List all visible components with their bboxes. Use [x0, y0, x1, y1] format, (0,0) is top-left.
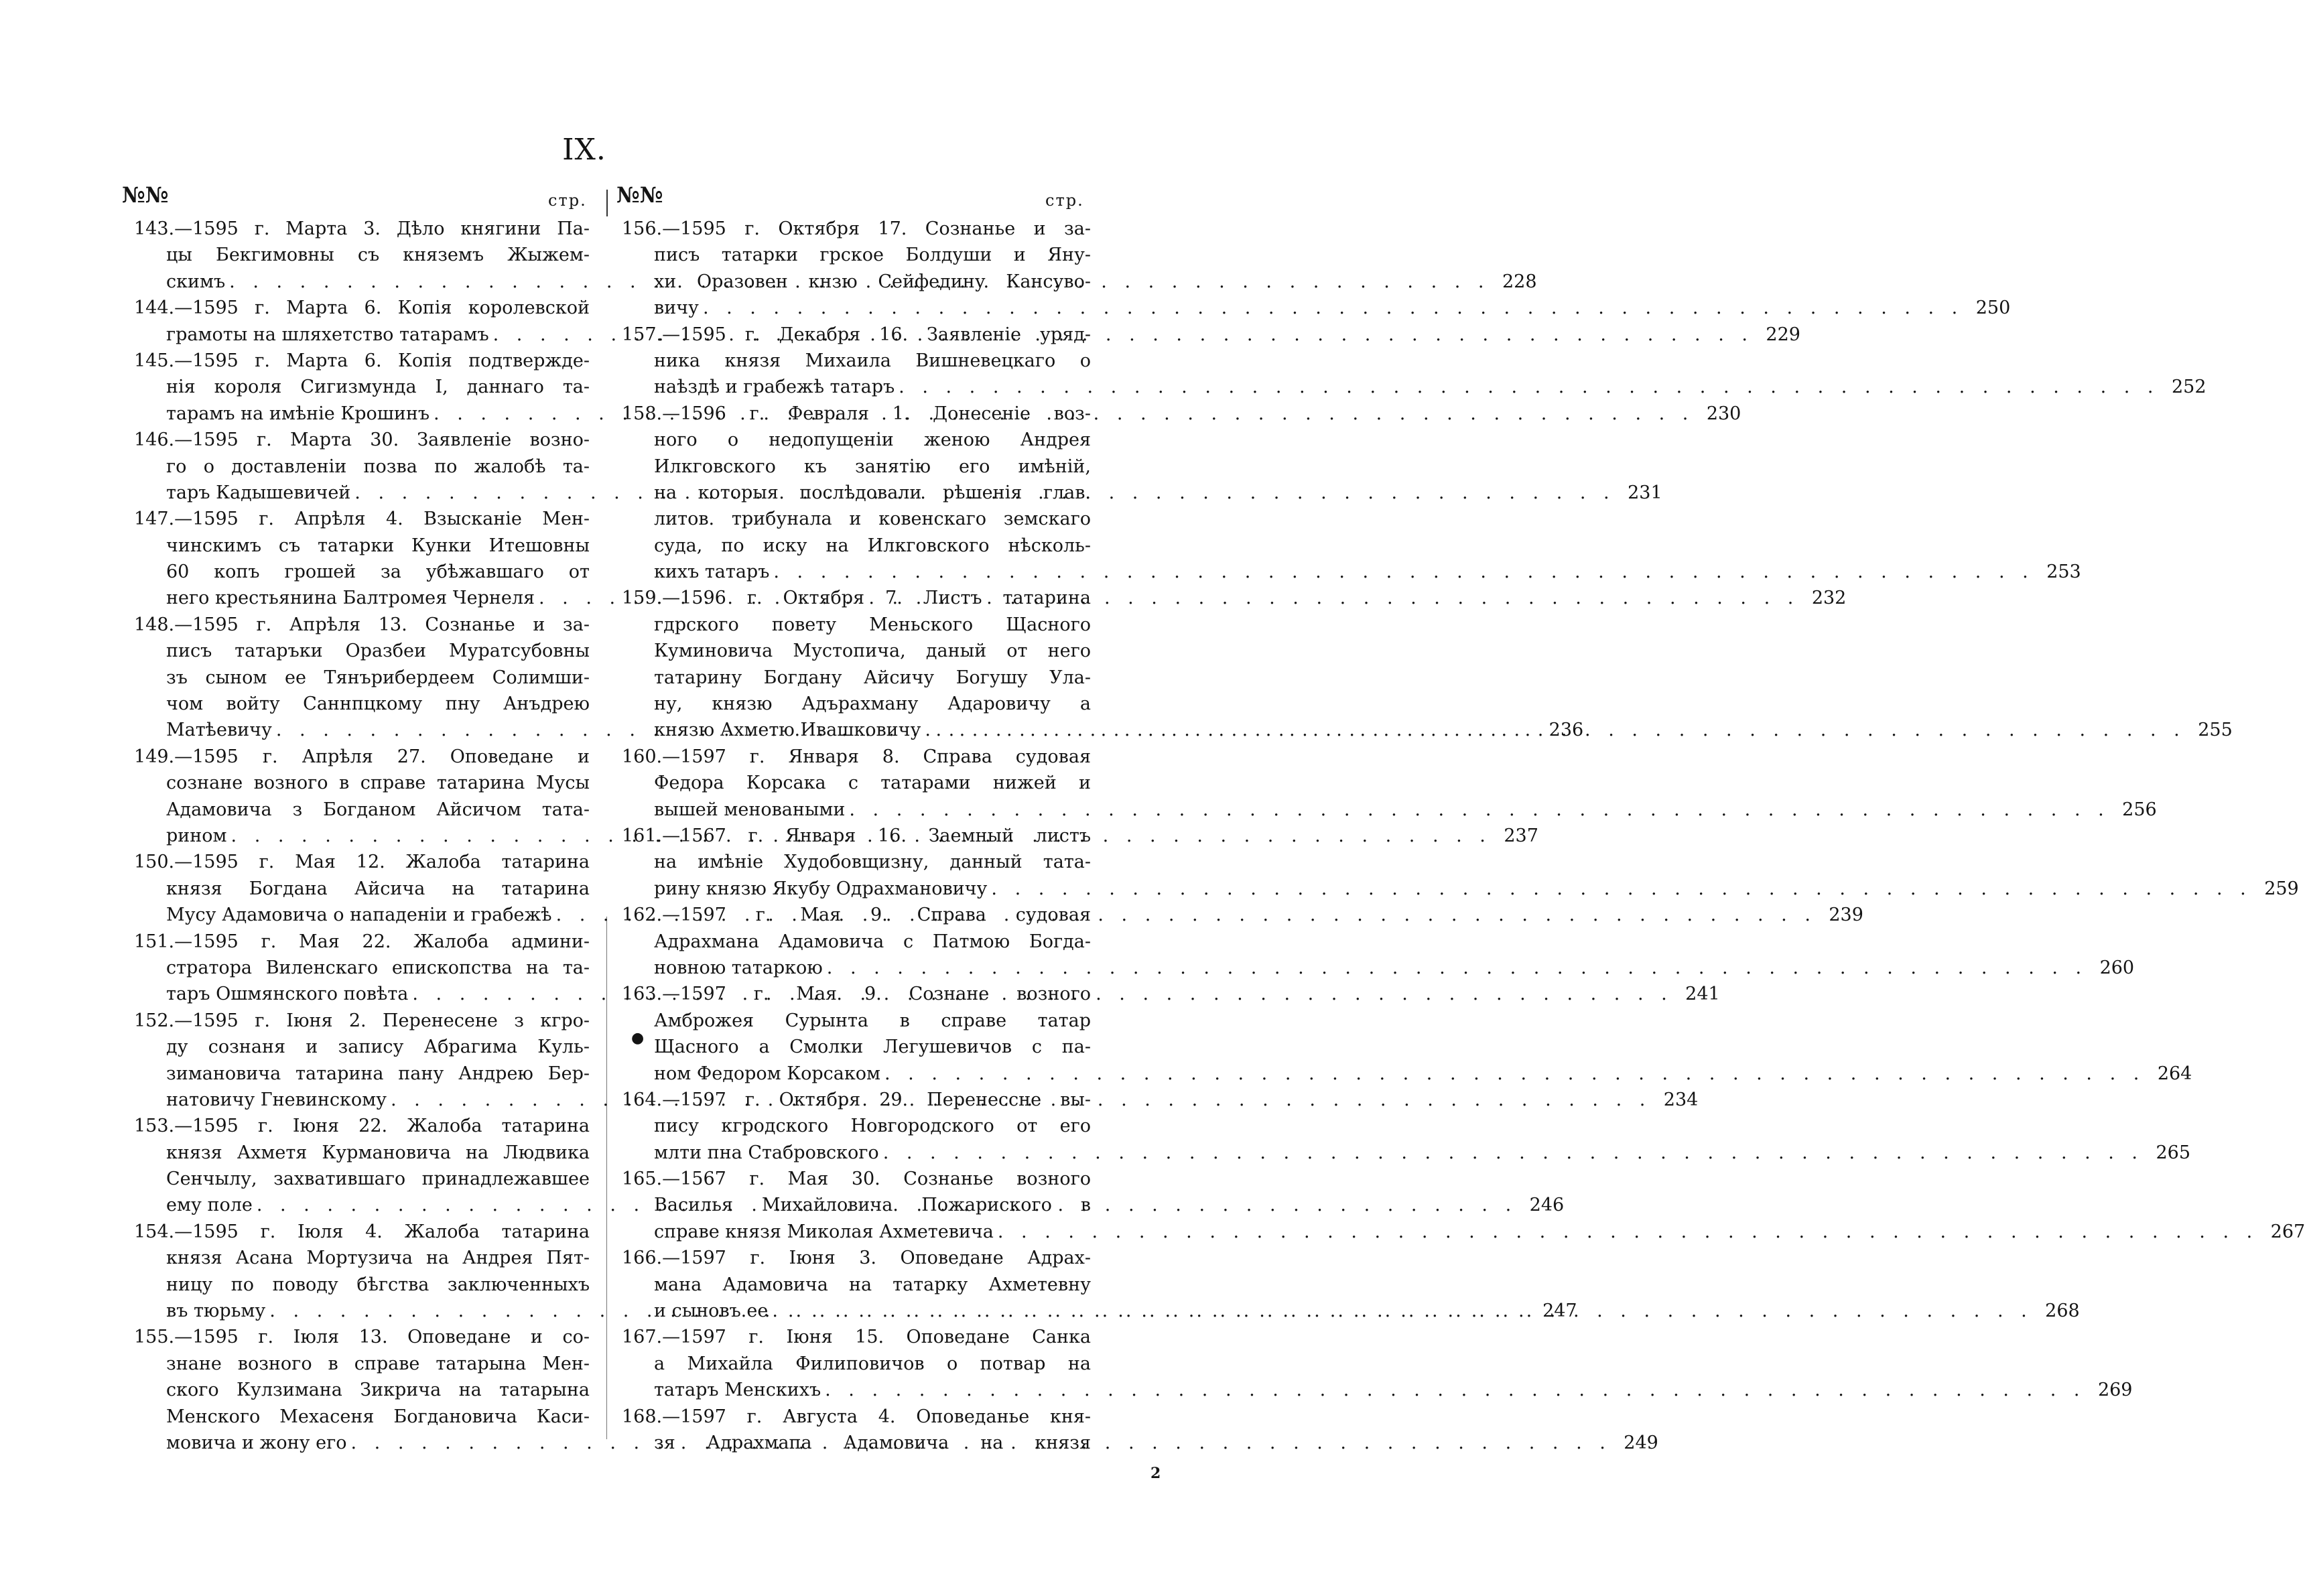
dot-leader: [699, 295, 1963, 321]
entry-line: 152.—1595 г. Іюня 2. Перенесене з кгро-: [134, 1010, 590, 1031]
page-number: 239: [1829, 905, 1863, 926]
entry-line: Сенчылу, захватившаго принадлежавшее: [166, 1169, 590, 1190]
left-page-header: стр.: [548, 191, 587, 210]
dot-leader: [769, 559, 2034, 585]
entry-line: 157.—1595 г. Декабря 16. Заявленіе уряд-: [622, 324, 1091, 345]
toc-entry: [622, 744, 2157, 823]
entry-last-text: рину князю Якубу Одрахмановичу: [654, 878, 988, 899]
entry-line: 162.—1597 г. Мая 9. Справа судовая: [622, 905, 1091, 926]
column-divider-top: [606, 190, 608, 216]
entry-last-line: [622, 876, 2299, 902]
entry-last-line: [622, 1061, 2192, 1087]
entry-line: ницу по поводу бѣгства заключенныхъ: [166, 1274, 590, 1295]
dot-leader: [845, 797, 2109, 823]
entry-line: 165.—1567 г. Мая 30. Сознанье возного: [622, 1169, 1091, 1190]
entry-line: 163.—1597 г. Мая 9. Сознане возного: [622, 984, 1091, 1005]
entry-line: Василья Михайловича Пожариского в: [654, 1195, 1091, 1216]
entry-line: князя Ахметя Курмановича на Людвика: [166, 1142, 590, 1163]
entry-line: чом войту Саннпцкому пну Анъдрею: [166, 693, 590, 715]
entry-line: Федора Корсака с татарами нижей и: [654, 773, 1091, 794]
entry-last-text: Мусу Адамовича о нападеніи и грабежѣ: [166, 905, 552, 926]
dot-leader: [921, 717, 2185, 743]
dot-leader: [895, 374, 2159, 400]
page-number: 231: [1628, 482, 1662, 503]
dot-leader: [823, 955, 2087, 981]
entry-last-text: вичу: [654, 297, 699, 319]
toc-entry: [622, 1324, 2133, 1403]
dot-leader: [821, 1377, 2085, 1403]
entry-last-text: тарамъ на имѣніе Крошинъ: [166, 403, 430, 424]
entry-line: литов. трибунала и ковенскаго земскаго: [654, 509, 1091, 530]
entry-last-text: Матѣевичу: [166, 720, 272, 741]
right-page-header: стр.: [1045, 191, 1084, 210]
entry-line: на имѣніе Худобовщизну, данный тата-: [654, 852, 1091, 873]
entry-line: 158.—1596 г. Февраля 1. Донесеніе воз-: [622, 403, 1091, 424]
left-number-header: №№: [122, 182, 169, 208]
entry-last-text: рином: [166, 825, 227, 846]
entry-line: 159.—1596 г. Октября 7. Листъ татарина: [622, 588, 1091, 609]
bullet-mark: ●: [631, 1030, 645, 1047]
entry-line: зимановича татарина пану Андрею Бер-: [166, 1063, 590, 1084]
entry-last-line: [622, 374, 2207, 400]
page-number: 249: [1624, 1432, 1658, 1453]
entry-line: 143.—1595 г. Марта 3. Дѣло княгини Па-: [134, 218, 590, 239]
entry-last-text: таръ Кадышевичей: [166, 482, 351, 503]
entry-last-text: въ тюрьму: [166, 1301, 266, 1322]
entry-line: 167.—1597 г. Іюня 15. Оповедане Санка: [622, 1327, 1091, 1348]
entry-last-text: ему поле: [166, 1195, 253, 1216]
entry-line: мана Адамовича на татарку Ахметевну: [654, 1274, 1091, 1295]
page-number: 228: [1502, 271, 1537, 292]
entry-line: князя Асана Мортузича на Андрея Пят-: [166, 1248, 590, 1269]
entry-last-text: грамоты на шляхетство татарамъ: [166, 324, 489, 345]
entry-last-text: млти пна Стабровского: [654, 1142, 879, 1163]
entry-line: 156.—1595 г. Октября 17. Сознанье и за-: [622, 218, 1091, 239]
page-number: 252: [2171, 377, 2207, 398]
entry-line: Илкговского къ занятію его имѣній,: [654, 456, 1091, 477]
page-number: 232: [1811, 588, 1847, 609]
page-number: 237: [1504, 825, 1538, 846]
entry-last-text: татаръ Менскихъ: [654, 1380, 821, 1401]
entry-line: нія короля Сигизмунда I, даннаго та-: [166, 377, 590, 398]
page-number: 236: [1549, 720, 1584, 741]
entry-last-text: скимъ: [166, 271, 226, 292]
entry-line: писъ татарки грское Болдуши и Яну-: [654, 245, 1091, 266]
page-title: IX.: [562, 133, 606, 167]
entry-line: князя Богдана Айсича на татарина: [166, 878, 590, 899]
entry-line: писъ татаръки Оразбеи Муратсубовны: [166, 641, 590, 662]
entry-line: ского Кулзимана Зикрича на татарына: [166, 1380, 590, 1401]
entry-line: 153.—1595 г. Іюня 22. Жалоба татарина: [134, 1116, 590, 1137]
entry-line: 168.—1597 г. Августа 4. Оповеданье кня-: [622, 1406, 1091, 1427]
entry-line: на которыя послѣдовали рѣшенія глав.: [654, 482, 1091, 503]
page-number: 234: [1663, 1089, 1699, 1110]
entry-line: 147.—1595 г. Апрѣля 4. Взысканіе Мен-: [134, 509, 590, 530]
page-number: 256: [2122, 799, 2157, 820]
entry-last-line: [622, 295, 2011, 321]
page-number: 247: [1542, 1301, 1577, 1322]
entry-line: стратора Виленскаго епископства на та-: [166, 957, 590, 978]
entry-line: цы Бекгимовны съ княземъ Жыжем-: [166, 245, 590, 266]
page-number: 246: [1529, 1195, 1565, 1216]
dot-leader: [768, 1298, 2032, 1324]
entry-line: го о доставленіи позва по жалобѣ та-: [166, 456, 590, 477]
entry-line: хи Оразовен кнзю Сейфедину Кансуво-: [654, 271, 1091, 292]
toc-entry: [622, 1404, 1091, 1457]
entry-line: а Михайла Филиповичов о потвар на: [654, 1353, 1091, 1374]
entry-last-text: мовича и жону его: [166, 1432, 347, 1453]
page-number: 250: [1975, 297, 2011, 319]
entry-line: 161.—1567 г. Января 16. Заемный листъ: [622, 825, 1091, 846]
entry-line: Менского Мехасеня Богдановича Каси-: [166, 1406, 590, 1427]
entry-last-text: и сыновъ ее: [654, 1301, 769, 1322]
entry-line: 151.—1595 г. Мая 22. Жалоба админи-: [134, 931, 590, 952]
entry-line: ну, князю Адърахману Адаровичу а: [654, 693, 1091, 715]
entry-last-text: князю Ахметю Ивашковичу: [654, 720, 921, 741]
entry-last-line: [622, 1219, 2305, 1245]
entry-line: пису кгродского Новгородского от его: [654, 1116, 1091, 1137]
entry-line: зъ сыном ее Тянърибердеем Солимши-: [166, 667, 590, 688]
entry-line: сознане возного в справе татарина Мусы: [166, 773, 590, 794]
entry-line: Щасного а Смолки Легушевичов с па-: [654, 1037, 1091, 1058]
entry-line: 149.—1595 г. Апрѣля 27. Оповедане и: [134, 746, 590, 767]
entry-last-text: кихъ татаръ: [654, 561, 770, 583]
entry-line: 144.—1595 г. Марта 6. Копія королевской: [134, 297, 590, 319]
entry-line: Адрахмана Адамовича с Патмою Богда-: [654, 931, 1091, 952]
entry-last-line: [622, 797, 2157, 823]
page-number: 241: [1685, 984, 1720, 1005]
entry-line: Адамовича з Богданом Айсичом тата-: [166, 799, 590, 820]
entry-last-line: [622, 1377, 2133, 1403]
page-number: 260: [2099, 957, 2135, 978]
page-number: 264: [2157, 1063, 2192, 1084]
entry-last-text: ном Федором Корсаком: [654, 1063, 881, 1084]
entry-line: 164.—1597 г. Октября 29. Перенессне вы-: [622, 1089, 1091, 1110]
entry-line: 155.—1595 г. Іюля 13. Оповедане и со-: [134, 1327, 590, 1348]
page-number: 229: [1766, 324, 1800, 345]
right-number-header: №№: [616, 182, 663, 208]
dot-leader: [994, 1219, 2258, 1245]
dot-leader: [879, 1140, 2144, 1166]
page-number: 259: [2264, 878, 2299, 899]
page-number: 267: [2270, 1221, 2305, 1242]
entry-line: 145.—1595 г. Марта 6. Копія подтвержде-: [134, 350, 590, 371]
page-number: 255: [2198, 720, 2233, 741]
entry-last-text: таръ Ошмянского повѣта: [166, 984, 409, 1005]
entry-line: ду сознаня и запису Абрагима Куль-: [166, 1037, 590, 1058]
page-number: 269: [2097, 1380, 2133, 1401]
entry-last-line: [622, 955, 2135, 981]
dot-leader: [880, 1061, 2145, 1087]
entry-line: 60 копъ грошей за убѣжавшаго от: [166, 561, 590, 583]
entry-line: знане возного в справе татарына Мен-: [166, 1353, 590, 1374]
entry-line: ного о недопущеніи женою Андрея: [654, 429, 1091, 451]
entry-line: 154.—1595 г. Іюля 4. Жалоба татарина: [134, 1221, 590, 1242]
entry-last-text: новною татаркою: [654, 957, 823, 978]
entry-line: 160.—1597 г. Января 8. Справа судовая: [622, 746, 1091, 767]
entry-line: Амброжея Сурынта в справе татар: [654, 1010, 1091, 1031]
entry-line: ника князя Михаила Вишневецкаго о: [654, 350, 1091, 371]
entry-line: 146.—1595 г. Марта 30. Заявленіе возно-: [134, 429, 590, 451]
page-number: 230: [1706, 403, 1741, 424]
sheet-signature: 2: [1150, 1465, 1161, 1482]
entry-line: зя Адрахмапа Адамовича на князя: [654, 1432, 1091, 1453]
entry-last-text: него крестьянина Балтромея Чернеля: [166, 588, 535, 609]
entry-line: татарину Богдану Айсичу Богушу Ула-: [654, 667, 1091, 688]
entry-line: 166.—1597 г. Іюня 3. Оповедане Адрах-: [622, 1248, 1091, 1269]
entry-last-line: [622, 1140, 2191, 1166]
entry-line: гдрского повету Меньского Щасного: [654, 614, 1091, 635]
entry-line: Куминовича Мустопича, даный от него: [654, 641, 1091, 662]
entry-line: чинскимъ съ татарки Кунки Итешовны: [166, 535, 590, 556]
entry-last-text: справе князя Миколая Ахметевича: [654, 1221, 994, 1242]
entry-line: 148.—1595 г. Апрѣля 13. Сознанье и за-: [134, 614, 590, 635]
entry-last-text: натовичу Гневинскому: [166, 1089, 387, 1110]
page-number: 265: [2156, 1142, 2191, 1163]
dot-leader: [987, 876, 2251, 902]
page-number: 253: [2046, 561, 2081, 583]
entry-line: 150.—1595 г. Мая 12. Жалоба татарина: [134, 852, 590, 873]
entry-last-text: вышей меноваными: [654, 799, 846, 820]
entry-line: суда, по иску на Илкговского нѣсколь-: [654, 535, 1091, 556]
entry-last-line: [622, 559, 2081, 585]
entry-last-text: наѣздѣ и грабежѣ татаръ: [654, 377, 895, 398]
page-number: 268: [2045, 1301, 2080, 1322]
